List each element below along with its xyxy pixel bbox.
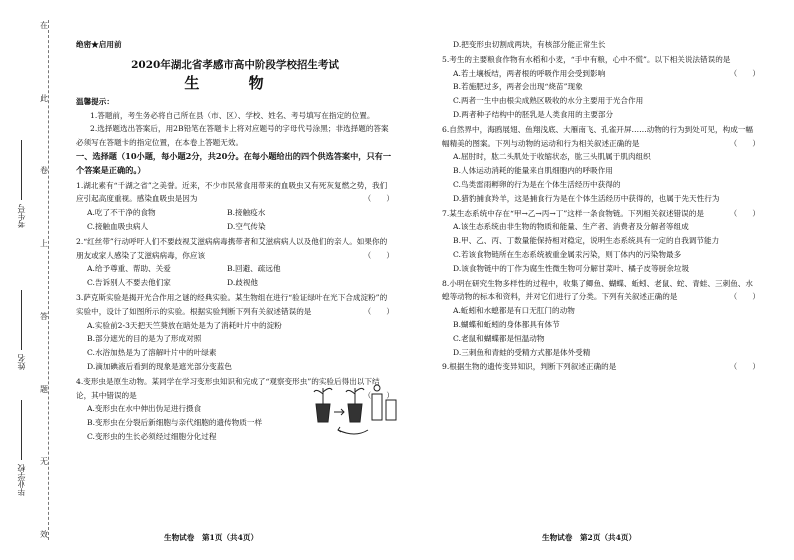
option: A.该生态系统由非生物的物质和能量、生产者、消费者及分解者等组成 (453, 222, 689, 232)
option: C.若该食物链所在生态系统被重金属汞污染，则丁体内的污染物最多 (453, 249, 682, 259)
option: D.歧视他 (227, 278, 259, 288)
cut-line (48, 20, 49, 540)
option: B.接触疫水 (227, 208, 266, 218)
tip-1: 1.答题前，考生务必将自己所在县（市、区）、学校、姓名、考号填写在指定的位置。 (90, 110, 375, 120)
name-field: 姓名 (16, 290, 27, 370)
option: D.猎豹捕食羚羊，这是捕食行为是在个体生活经历中获得的，也属于先天性行为 (453, 193, 720, 203)
option: C.变形虫的生长必须经过细胞分化过程 (87, 431, 217, 441)
seal-char: 无 (40, 457, 48, 467)
question-stem: 9.根据生物的遗传变异知识，判断下列叙述正确的是 （ ） (442, 362, 760, 372)
option: B.回避、疏远他 (227, 264, 281, 274)
page-2 (442, 38, 760, 374)
option: A.蚯蚓和水螅都是有口无肛门的动物 (453, 306, 575, 316)
option: D.空气传染 (227, 221, 266, 231)
option: D.把变形虫切割成两块，有核部分能正常生长 (453, 40, 606, 49)
question-stem: 7.某生态系统中存在“甲→乙→丙→丁”这样一条食物链。下列相关叙述错误的是 （ ） (442, 208, 760, 218)
page-2-footer: 生物试卷 第2页（共4页） (542, 533, 637, 542)
option: C.告诉别人不要去他们家 (87, 278, 171, 288)
seal-char: 效 (40, 529, 48, 539)
option: C.水浴加热是为了溶解叶片中的叶绿素 (87, 348, 217, 358)
question-stem: 8.小明在研究生物多样性的过程中，收集了鲫鱼、蝴蝶、蚯蚓、老鼠、蛇、青蛙、三刺鱼、水螅等动物的标本和资料，并对它们进行了分类。下列有关叙述正确的是 （ ） (442, 278, 760, 302)
option: A.屈肘时，肱二头肌处于收缩状态，肱三头肌属于肌肉组织 (453, 152, 651, 162)
option: A.吃了不干净的食物 (87, 208, 156, 218)
subject-title: 生 物 (184, 73, 286, 92)
question-2: 2.“红丝带”行动呼吁人们不要歧视艾滋病病毒携带者和艾滋病病人以及他们的亲人。如果你的朋友或家人感染了艾滋病病毒，你应该 （ ） A.给予尊重、帮助、关爱 B.回避、疏远他 C.告诉别人不要去他们家 D.歧视他 (76, 235, 394, 290)
experiment-figure (308, 374, 402, 440)
tip-2: 2.选择题选出答案后，用2B铅笔在答题卡上将对应题号的字母代号涂黑；非选择题的答案必须写在答题卡的指定位置，在本卷上答题无效。 (76, 124, 389, 148)
option: B.部分遮光的目的是为了形成对照 (87, 334, 202, 344)
seal-char: 卷 (40, 166, 48, 176)
option: A.若土壤板结，两者根的呼吸作用会受到影响 (453, 68, 606, 78)
binding-margin (10, 20, 66, 540)
option: C.鸟类雷雨孵卵的行为是在个体生活经历中获得的 (453, 179, 621, 189)
option: C.接触血吸虫病人 (87, 221, 149, 231)
seal-char: 题 (40, 384, 48, 394)
option: B.甲、乙、丙、丁数量能保持相对稳定，说明生态系统具有一定的自我调节能力 (453, 236, 720, 246)
section-1-heading: 一、选择题（10小题，每小题2分，共20分。在每小题给出的四个供选答案中，只有一个答案是正确的。） (76, 150, 392, 175)
question-stem: 6.自然界中，海鸥展翅、鱼翔浅底、大雁南飞、孔雀开屏……动物的行为到处可见，构成一幅幅精美的图案。下列与动物的运动和行为相关叙述正确的是 （ ） (442, 124, 760, 148)
option: C.两者一生中由根尖成熟区吸收的水分主要用于光合作用 (453, 96, 644, 106)
seal-char: 此 (40, 93, 48, 103)
candidate-number-field: 考生号 (16, 140, 27, 228)
question-stem: 5.考生的主要粮食作物有水稻和小麦，“手中有粮，心中不慌”。以下相关说法错误的是 （ ） (442, 54, 760, 78)
option: D.两者种子结构中的胚乳是人类食用的主要部分 (453, 109, 614, 119)
option: D.该食物链中的丁作为腐生性微生物可分解甘菜叶、橘子皮等厨余垃圾 (453, 263, 690, 273)
school-field: 毕业学校 (16, 400, 27, 496)
seal-char: 答 (40, 311, 48, 321)
option: D.滴加碘液后看到的现象是遮光部分变蓝色 (87, 361, 232, 371)
seal-text (40, 20, 48, 540)
option: B.若施肥过多，两者会出现“烧苗”现象 (453, 82, 583, 92)
seal-char: 上 (40, 239, 48, 249)
option: B.人体运动消耗的能量来自肌细胞内的呼吸作用 (453, 166, 613, 176)
option: D.三刺鱼和青蛙的受精方式都是体外受精 (453, 347, 591, 357)
question-1: 1.湖北素有“千湖之省”之美誉。近来，不少市民常食用带来的血吸虫又有死灰复燃之势，我们应引起高度重视。感染血吸虫是因为 （ ） A.吃了不干净的食物 B.接触疫水 C.接触血吸虫病人 D.空气传染 (76, 179, 394, 234)
question-3: 3.萨克斯实验是揭开光合作用之谜的经典实验。某生物组在进行“验证绿叶在光下合成淀粉”的实验中，设计了如图所示的实验。根据实验判断下列有关叙述错误的是 （ ） A.实验前2-3天把天竺葵放在暗处是为了消耗叶片中的淀粉 B.部分遮光的目的是为了形成对照 C.水浴加热是为了溶解叶片中的叶绿素 D.滴加碘液后看到的现象是遮光部分变蓝色 (76, 291, 394, 374)
option: A.给予尊重、帮助、关爱 (87, 264, 171, 274)
secret-label: 绝密★启用前 (76, 40, 122, 49)
exam-title: 2020年湖北省孝感市高中阶段学校招生考试 (131, 58, 339, 71)
option: C.老鼠和蝴蝶都是恒温动物 (453, 333, 545, 343)
option: A.变形虫在水中伸出伪足进行摄食 (87, 404, 202, 414)
seal-char: 在 (40, 21, 48, 30)
tips-label: 温馨提示： (76, 96, 114, 106)
page-1-footer: 生物试卷 第1页（共4页） (164, 533, 259, 542)
question-4: 4.变形虫是原生动物。某同学在学习变形虫知识和完成了“观察变形虫”的实验后得出以下结论，其中错误的是 （ ） A.变形虫在水中伸出伪足进行摄食 B.变形虫在分裂后新细胞与亲代细胞的遗传物质一样 C.变形虫的生长必须经过细胞分化过程 (76, 375, 394, 444)
option: B.蝴蝶和蚯蚓的身体都具有体节 (453, 319, 560, 329)
option: A.实验前2-3天把天竺葵放在暗处是为了消耗叶片中的淀粉 (87, 320, 282, 330)
option: B.变形虫在分裂后新细胞与亲代细胞的遗传物质一样 (87, 418, 263, 428)
